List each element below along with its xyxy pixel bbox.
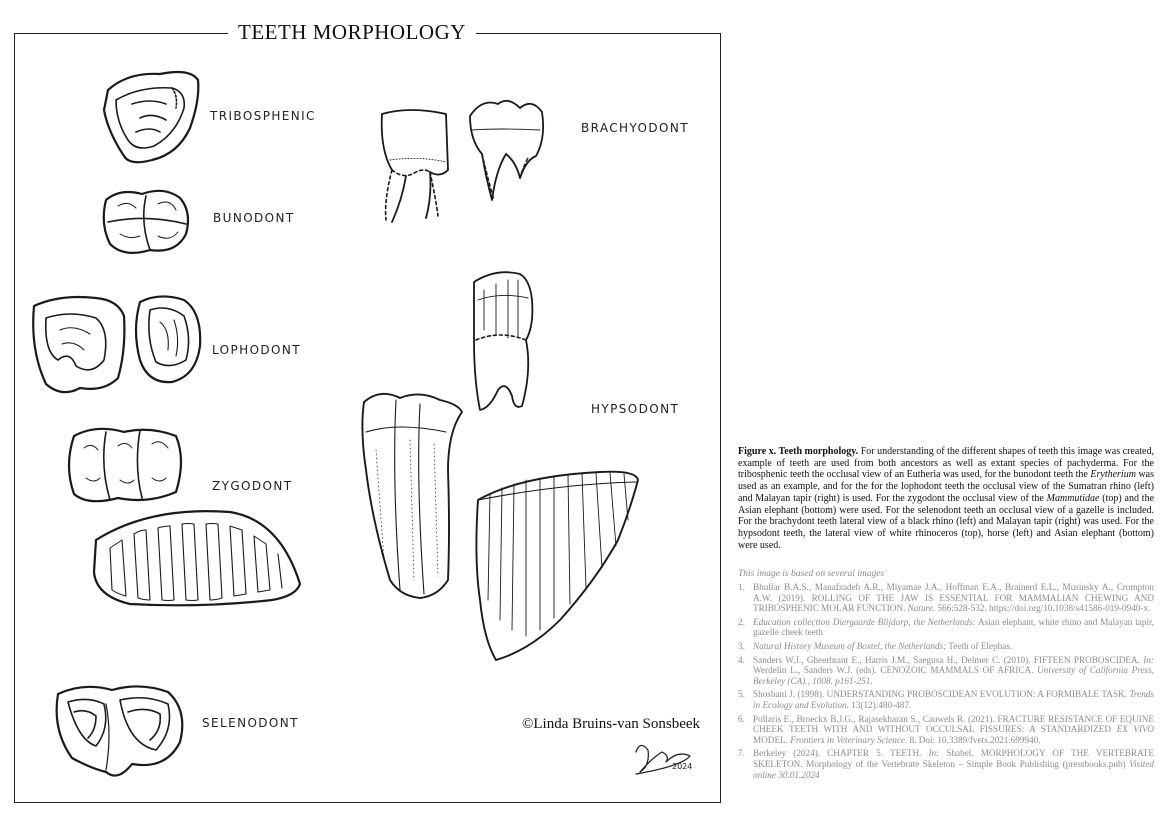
reference-text: Berkeley (2024). CHAPTER 5. TEETH. In: Shabel. MORPHOLOGY OF THE VERTEBRATE SKELETON. Morphology of the Vertebrate Skeleton – Simple Book Publishing (pressbooks.pub) Visited online 30.01.2024 — [753, 748, 1154, 780]
hypsodont-horse-tooth-drawing — [362, 394, 462, 598]
zygodont-tooth-drawing — [69, 429, 181, 501]
reference-item — [738, 617, 1154, 638]
tribosphenic-tooth-drawing — [104, 72, 198, 162]
hypsodont-elephant-tooth-drawing — [476, 472, 638, 660]
reference-number: 4. — [738, 654, 745, 665]
brachyodont-left-tooth-drawing — [382, 110, 448, 222]
reference-item — [738, 714, 1154, 746]
copyright-notice: ©Linda Bruins-van Sonsbeek — [522, 716, 701, 732]
reference-number: 2. — [738, 616, 745, 627]
plate-title: TEETH MORPHOLOGY — [228, 20, 476, 45]
reference-number: 5. — [738, 689, 745, 700]
reference-item — [738, 748, 1154, 780]
lophodont-left-tooth-drawing — [33, 297, 124, 392]
figure-caption — [738, 446, 1154, 551]
label-zygodont: ZYGODONT — [212, 479, 293, 493]
brachyodont-right-tooth-drawing — [470, 101, 543, 200]
caption-text: (top) and the Asian elephant (bottom) were used. For the selenodont teeth an occlusal view of a gazelle is included. For the brachydont teeth lateral view of a black rhino (left) and Malayan tapir (right) was used. For the hypsodont teeth, the lateral view of white rhinoceros (top), horse (left) and Asian elephant (bottom) were used. — [738, 492, 1155, 551]
reference-number: 3. — [738, 640, 745, 651]
signature-year: 2024 — [672, 762, 693, 771]
references-list — [738, 582, 1154, 783]
references-intro: This image is based on several images — [738, 569, 885, 579]
hypsodont-rhino-tooth-drawing — [474, 272, 532, 410]
reference-text: Education collection Diergaarde Blijdorp, the Netherlands: Asian elephant, white rhino and Malayan tapir, gazelle cheek teeth — [753, 616, 1154, 638]
caption-italic: Mammutidae — [1046, 492, 1100, 504]
selenodont-tooth-drawing — [57, 686, 183, 775]
reference-text: Bhullar B.A.S., Manafzadeh A.R., Miyamae J.A., Hoffman E.A., Brainerd E.L., Musinsky A., Crompton A.W. (2019). ROLLING OF THE JAW IS ESSENTIAL FOR MAMMALIAN CHEWING AND TRIBOSPHENIC MOLAR FUNCTION. Nature. 566:528-532. https://doi.org/10.1038/s41586-019-0940-x. — [753, 582, 1154, 614]
reference-item — [738, 641, 1154, 652]
reference-text: Pollaris E., Broeckx B.J.G., Rajasekharan S., Cauwels R. (2021). FRACTURE RESISTANCE OF EQUINE CHEEK TEETH WITH AND WITHOUT OCCULSAL FISSURES: A STANDARDIZED EX VIVO MODEL. Frontiers in Veterinary Science. 8. Doi: 10.3389/fvets.2021.699940. — [753, 713, 1154, 745]
caption-lead: Figure x. Teeth morphology. — [738, 446, 859, 457]
reference-item — [738, 689, 1154, 710]
lophodont-right-tooth-drawing — [136, 296, 200, 382]
label-selenodont: SELENODONT — [202, 716, 299, 730]
reference-text: Shoshani J. (1998). UNDERSTANDING PROBOSCIDEAN EVOLUTION: A FORMIBALE TASK. Trends in Ecology and Evolution. 13(12):480-487. — [753, 689, 1154, 710]
reference-item — [738, 655, 1154, 687]
label-lophodont: LOPHODONT — [212, 343, 302, 357]
label-tribosphenic: TRIBOSPHENIC — [210, 109, 316, 123]
label-hypsodont: HYPSODONT — [591, 402, 680, 416]
reference-text: Sanders W.J., Gheerbrant E., Harris J.M., Saegusa H., Delmer C. (2010). FIFTEEN PROBOSCIDEA. In: Werdelin L., Sanders W.J. (eds). CENOZOIC MAMMALS OF AFRICA. University of California Press, Berkeley (CA)., 1008. p161-251. — [753, 654, 1155, 686]
caption-text: For understanding of the different shapes of teeth this image was created, example of teeth are used from both ancestors as well as extant species of pachyderma. For the tribosphenic teeth the occlusal view of an Eutheria was used, for the bunodont teeth the — [738, 446, 1154, 481]
elephant-molar-occlusal-drawing — [94, 511, 300, 605]
bunodont-tooth-drawing — [104, 191, 188, 253]
caption-italic: Erytherium — [1090, 469, 1136, 481]
caption-text: was used as an example, and for the for the lophodont teeth the occlusal view of the Sumatran rhino (left) and Malayan tapir (right) is used. For the zygodont the occlusal view of the — [738, 469, 1154, 504]
reference-item — [738, 582, 1154, 614]
reference-number: 1. — [738, 582, 745, 592]
reference-number: 7. — [738, 748, 745, 759]
reference-number: 6. — [738, 713, 745, 724]
label-bunodont: BUNODONT — [213, 211, 295, 225]
reference-text: Natural History Museum of Boxtel, the Netherlands; Teeth of Elephas. — [753, 640, 1013, 651]
label-brachyodont: BRACHYODONT — [581, 121, 689, 135]
